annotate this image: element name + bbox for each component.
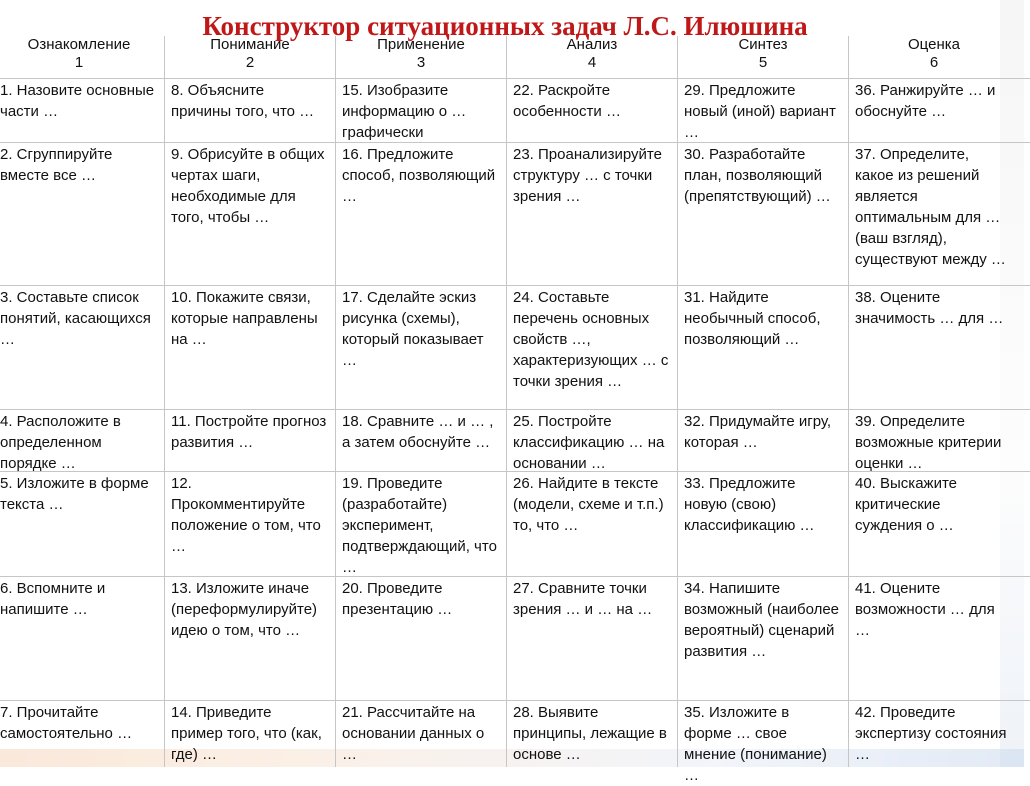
column-header-number: 1: [74, 54, 84, 71]
task-cell: 42. Проведите экспертизу состояния …: [855, 704, 1007, 763]
task-cell: 35. Изложите в форме … свое мнение (понимание) …: [684, 704, 827, 784]
column-header-number: 3: [416, 54, 426, 71]
task-cell: 30. Разработайте план, позволяющий (препятствующий) …: [684, 146, 831, 205]
column-understanding: [165, 36, 336, 767]
task-cell: 32. Придумайте игру, которая …: [684, 413, 832, 451]
task-cell: 12. Прокомментируйте положение о том, что …: [171, 475, 321, 555]
column-header-number: 6: [929, 54, 939, 71]
task-cell: 34. Напишите возможный (наиболее вероятный) сценарий развития …: [684, 580, 840, 660]
task-cell: 37. Определите, какое из решений является оптимальным для … (ваш взгляд), существуют между …: [855, 146, 1006, 268]
task-cell: 18. Сравните … и … , а затем обоснуйте …: [342, 413, 494, 451]
column-header: [849, 36, 1019, 72]
task-cell: 39. Определите возможные критерии оценки …: [855, 413, 1002, 472]
column-header: [0, 36, 164, 72]
column-header: [678, 36, 848, 72]
task-cell: 23. Проанализируйте структуру … с точки зрения …: [513, 146, 662, 205]
task-cell: 21. Рассчитайте на основании данных о …: [342, 704, 485, 763]
task-cell: 5. Изложите в форме текста …: [0, 475, 149, 513]
column-evaluation: [849, 36, 1030, 767]
task-cell: 36. Ранжируйте … и обоснуйте …: [855, 82, 996, 120]
task-cell: 29. Предложите новый (иной) вариант …: [684, 82, 836, 141]
column-header-title: Ознакомление: [27, 36, 131, 53]
task-cell: 27. Сравните точки зрения … и … на …: [513, 580, 653, 618]
column-header-title: Оценка: [908, 36, 960, 53]
column-analysis: [507, 36, 678, 767]
task-cell: 22. Раскройте особенности …: [513, 82, 621, 120]
task-cell: 8. Объясните причины того, что …: [171, 82, 315, 120]
task-cell: 14. Приведите пример того, что (как, где) …: [171, 704, 322, 763]
column-header-number: 4: [587, 54, 597, 71]
column-header: [336, 36, 506, 72]
task-constructor-table: [0, 36, 1030, 784]
task-cell: 4. Расположите в определенном порядке …: [0, 413, 121, 472]
task-cell: 26. Найдите в тексте (модели, схеме и т.п.) то, что …: [513, 475, 664, 534]
task-cell: 19. Проведите (разработайте) эксперимент, подтверждающий, что …: [342, 475, 497, 576]
task-cell: 38. Оцените значимость … для …: [855, 289, 1004, 327]
column-header-number: 5: [758, 54, 768, 71]
column-acquaintance: [0, 36, 165, 767]
task-cell: 9. Обрисуйте в общих чертах шаги, необходимые для того, чтобы …: [171, 146, 325, 226]
task-cell: 1. Назовите основные части …: [0, 82, 155, 120]
column-header: [165, 36, 335, 72]
task-cell: 41. Оцените возможности … для …: [855, 580, 995, 639]
task-cell: 25. Постройте классификацию … на основании …: [513, 413, 665, 472]
task-cell: 13. Изложите иначе (переформулируйте) идею о том, что …: [171, 580, 318, 639]
task-cell: 24. Составьте перечень основных свойств …, характеризующих … с точки зрения …: [513, 289, 669, 390]
task-cell: 20. Проведите презентацию …: [342, 580, 453, 618]
column-header-title: Синтез: [738, 36, 788, 53]
task-cell: 6. Вспомните и напишите …: [0, 580, 106, 618]
column-header-title: Понимание: [210, 36, 290, 53]
task-cell: 33. Предложите новую (свою) классификацию …: [684, 475, 815, 534]
task-cell: 17. Сделайте эскиз рисунка (схемы), который показывает …: [342, 289, 484, 369]
column-header-title: Применение: [377, 36, 465, 53]
task-cell: 2. Сгруппируйте вместе все …: [0, 146, 113, 184]
column-header-title: Анализ: [566, 36, 618, 53]
column-header-number: 2: [245, 54, 255, 71]
column-application: [336, 36, 507, 767]
column-header: [507, 36, 677, 72]
task-cell: 16. Предложите способ, позволяющий …: [342, 146, 496, 205]
task-cell: 7. Прочитайте самостоятельно …: [0, 704, 133, 742]
task-cell: 40. Выскажите критические суждения о …: [855, 475, 957, 534]
task-cell: 10. Покажите связи, которые направлены на …: [171, 289, 318, 348]
column-synthesis: [678, 36, 849, 784]
task-cell: 11. Постройте прогноз развития …: [171, 413, 327, 451]
page-title: Конструктор ситуационных задач Л.С. Илюшина: [202, 11, 808, 41]
task-cell: 3. Составьте список понятий, касающихся …: [0, 289, 151, 348]
task-cell: 31. Найдите необычный способ, позволяющий …: [684, 289, 821, 348]
task-cell: 28. Выявите принципы, лежащие в основе …: [513, 704, 667, 763]
task-cell: 15. Изобразите информацию о … графически: [342, 82, 467, 141]
